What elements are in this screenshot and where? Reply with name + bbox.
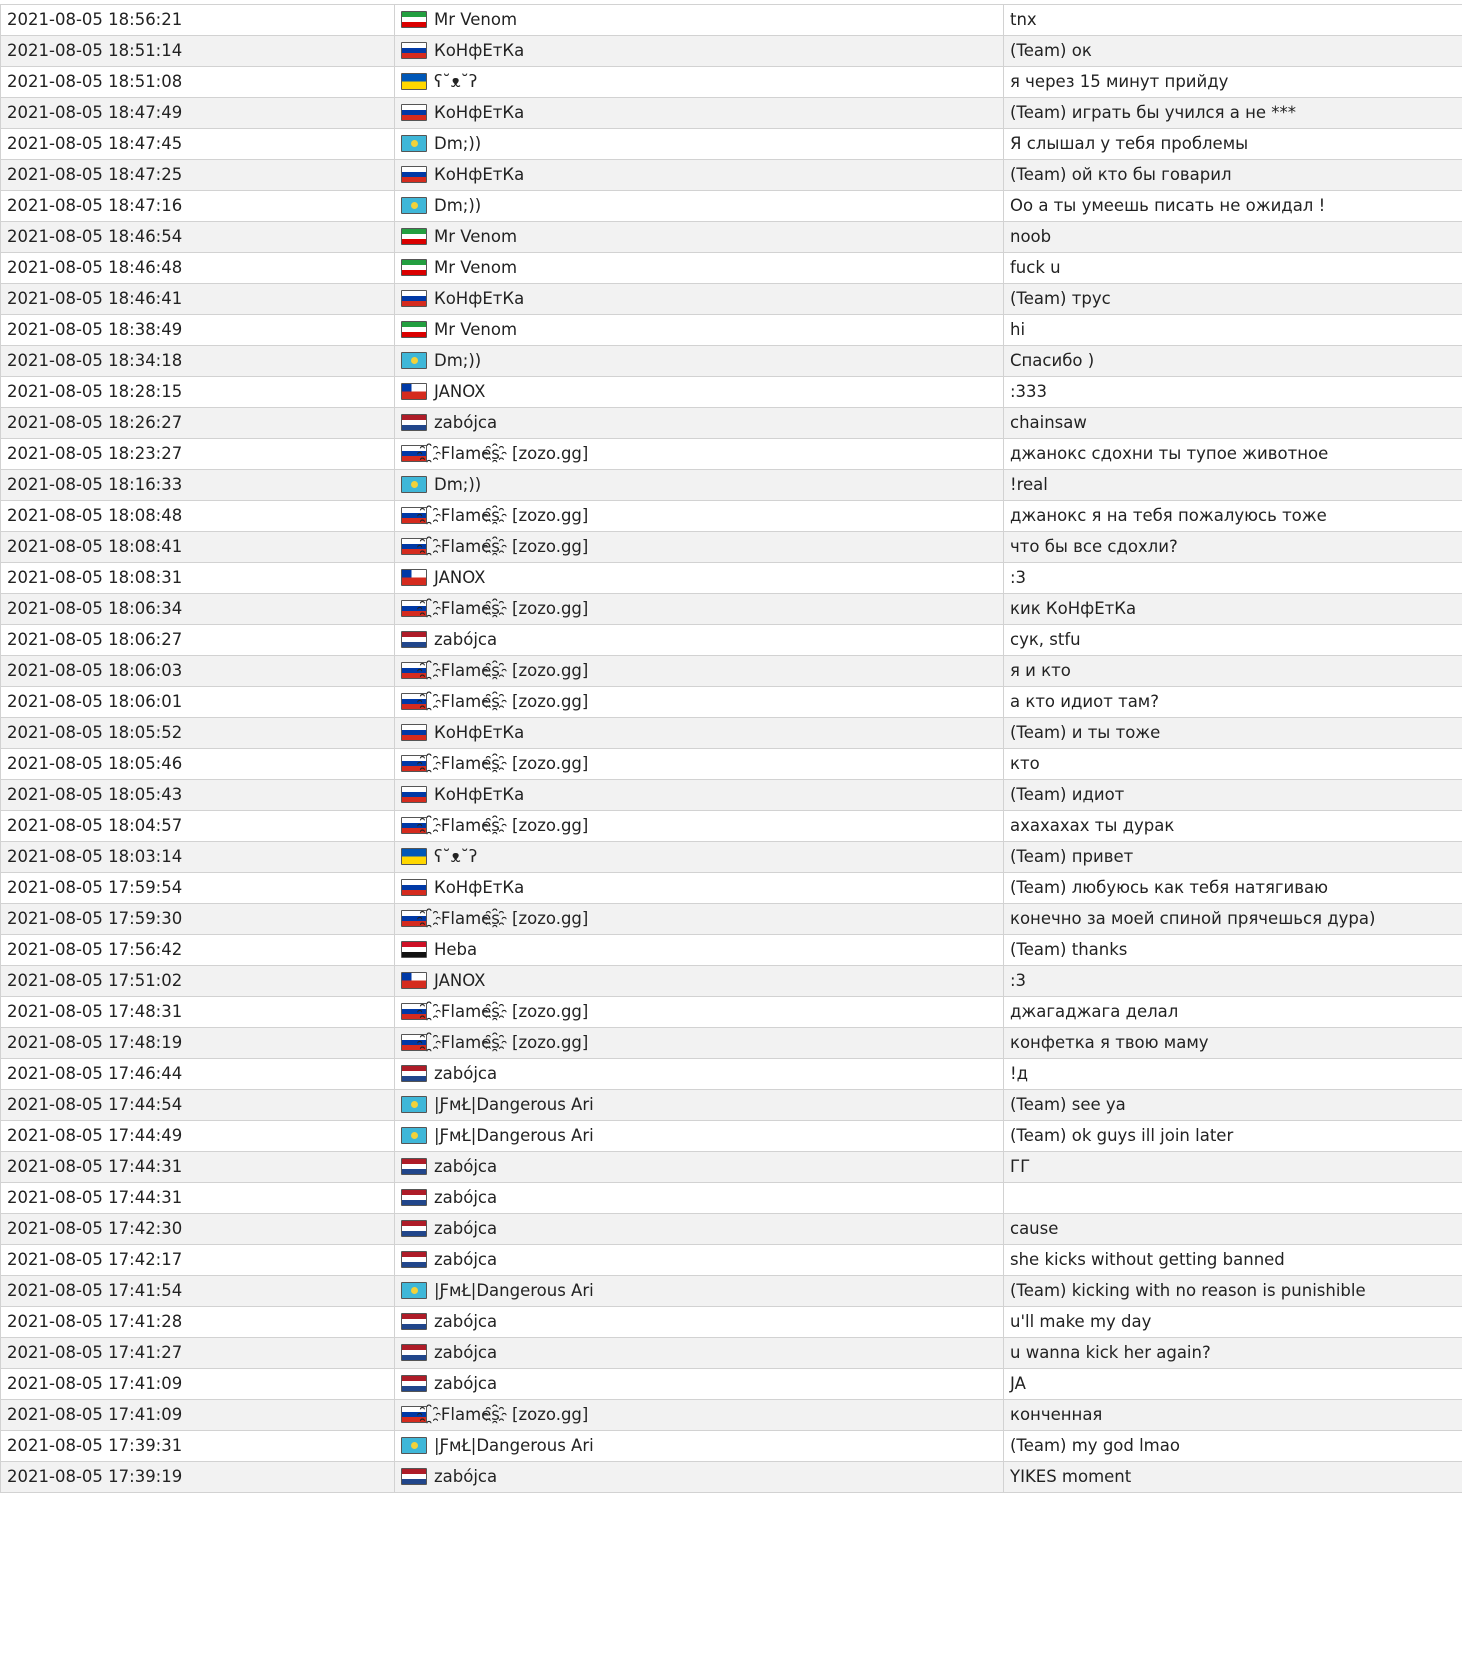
chat-message: конечно за моей спиной прячешься дура) <box>1004 904 1462 935</box>
chat-row <box>1 532 1462 563</box>
player-name: zabójca <box>434 1064 498 1083</box>
netherlands-flag-icon <box>401 1220 427 1237</box>
player-cell <box>395 5 1004 36</box>
message-timestamp: 2021-08-05 17:39:31 <box>1 1431 395 1462</box>
chat-row <box>1 997 1462 1028</box>
russia-flag-icon <box>401 817 427 834</box>
chat-message: :3 <box>1004 563 1462 594</box>
message-timestamp: 2021-08-05 18:05:46 <box>1 749 395 780</box>
player-cell <box>395 1276 1004 1307</box>
player-name: ҈Flames҈ [zozo.gg] <box>434 1033 589 1052</box>
player-name: zabójca <box>434 1374 498 1393</box>
message-timestamp: 2021-08-05 18:05:43 <box>1 780 395 811</box>
message-timestamp: 2021-08-05 17:59:30 <box>1 904 395 935</box>
chat-message: (Team) любуюсь как тебя натягиваю <box>1004 873 1462 904</box>
player-cell <box>395 749 1004 780</box>
player-cell <box>395 1338 1004 1369</box>
chat-row <box>1 1121 1462 1152</box>
player-cell <box>395 687 1004 718</box>
chat-message: конфетка я твою маму <box>1004 1028 1462 1059</box>
chat-message: (Team) thanks <box>1004 935 1462 966</box>
chat-message: ахахахах ты дурак <box>1004 811 1462 842</box>
player-cell <box>395 842 1004 873</box>
chat-row <box>1 1431 1462 1462</box>
player-name: zabójca <box>434 1312 498 1331</box>
chat-row <box>1 439 1462 470</box>
chat-message: :333 <box>1004 377 1462 408</box>
player-cell <box>395 625 1004 656</box>
russia-flag-icon <box>401 693 427 710</box>
chat-row <box>1 346 1462 377</box>
chat-row <box>1 408 1462 439</box>
message-timestamp: 2021-08-05 18:05:52 <box>1 718 395 749</box>
chat-message: u'll make my day <box>1004 1307 1462 1338</box>
player-name: Mr Venom <box>434 10 518 29</box>
chat-message: (Team) и ты тоже <box>1004 718 1462 749</box>
chat-row <box>1 1338 1462 1369</box>
chat-row <box>1 656 1462 687</box>
player-cell <box>395 811 1004 842</box>
player-cell <box>395 780 1004 811</box>
kazakhstan-flag-icon <box>401 1096 427 1113</box>
player-name: ҈Flames҈ [zozo.gg] <box>434 1405 589 1424</box>
player-name: |ƑмŁ|Dangerous Ari <box>434 1281 594 1300</box>
chat-message: :3 <box>1004 966 1462 997</box>
player-name: Dm;)) <box>434 351 482 370</box>
russia-flag-icon <box>401 1034 427 1051</box>
player-cell <box>395 346 1004 377</box>
kazakhstan-flag-icon <box>401 1437 427 1454</box>
message-timestamp: 2021-08-05 18:47:16 <box>1 191 395 222</box>
player-cell <box>395 997 1004 1028</box>
kazakhstan-flag-icon <box>401 135 427 152</box>
netherlands-flag-icon <box>401 631 427 648</box>
player-name: ҈Flames҈ [zozo.gg] <box>434 692 589 711</box>
player-name: ҈Flames҈ [zozo.gg] <box>434 754 589 773</box>
player-cell <box>395 563 1004 594</box>
player-cell <box>395 1245 1004 1276</box>
player-name: zabójca <box>434 630 498 649</box>
chat-row <box>1 1400 1462 1431</box>
message-timestamp: 2021-08-05 18:03:14 <box>1 842 395 873</box>
chat-row <box>1 1276 1462 1307</box>
chat-row <box>1 842 1462 873</box>
player-cell <box>395 718 1004 749</box>
chat-message: я через 15 минут прийду <box>1004 67 1462 98</box>
chat-row <box>1 1214 1462 1245</box>
netherlands-flag-icon <box>401 1344 427 1361</box>
message-timestamp: 2021-08-05 18:06:03 <box>1 656 395 687</box>
player-name: |ƑмŁ|Dangerous Ari <box>434 1095 594 1114</box>
player-cell <box>395 1028 1004 1059</box>
player-name: ҈Flames҈ [zozo.gg] <box>434 816 589 835</box>
russia-flag-icon <box>401 538 427 555</box>
player-cell <box>395 1431 1004 1462</box>
netherlands-flag-icon <box>401 1251 427 1268</box>
russia-flag-icon <box>401 445 427 462</box>
chat-row <box>1 222 1462 253</box>
chat-row <box>1 1307 1462 1338</box>
message-timestamp: 2021-08-05 18:56:21 <box>1 5 395 36</box>
chat-row <box>1 935 1462 966</box>
iran-flag-icon <box>401 259 427 276</box>
chat-row <box>1 718 1462 749</box>
russia-flag-icon <box>401 600 427 617</box>
chat-message: я и кто <box>1004 656 1462 687</box>
chat-message: hi <box>1004 315 1462 346</box>
player-name: ҈Flames҈ [zozo.gg] <box>434 506 589 525</box>
player-name: Mr Venom <box>434 227 518 246</box>
message-timestamp: 2021-08-05 18:23:27 <box>1 439 395 470</box>
player-cell <box>395 1152 1004 1183</box>
chat-row <box>1 1245 1462 1276</box>
netherlands-flag-icon <box>401 1065 427 1082</box>
ukraine-flag-icon <box>401 848 427 865</box>
player-cell <box>395 1307 1004 1338</box>
player-cell <box>395 315 1004 346</box>
player-name: Dm;)) <box>434 134 482 153</box>
chat-message: (Team) my god lmao <box>1004 1431 1462 1462</box>
player-cell <box>395 160 1004 191</box>
chat-row <box>1 5 1462 36</box>
chat-log-table <box>0 4 1462 1493</box>
player-cell <box>395 873 1004 904</box>
kazakhstan-flag-icon <box>401 197 427 214</box>
player-name: ҈Flames҈ [zozo.gg] <box>434 909 589 928</box>
russia-flag-icon <box>401 786 427 803</box>
player-cell <box>395 1462 1004 1493</box>
message-timestamp: 2021-08-05 18:46:48 <box>1 253 395 284</box>
player-name: zabójca <box>434 1467 498 1486</box>
player-name: ҈Flames҈ [zozo.gg] <box>434 661 589 680</box>
chat-row <box>1 1369 1462 1400</box>
message-timestamp: 2021-08-05 18:47:49 <box>1 98 395 129</box>
iran-flag-icon <box>401 11 427 28</box>
player-name: КоНфЕтКа <box>434 103 525 122</box>
player-cell <box>395 191 1004 222</box>
chat-message: JA <box>1004 1369 1462 1400</box>
player-name: Mr Venom <box>434 320 518 339</box>
player-name: ҈Flames҈ [zozo.gg] <box>434 599 589 618</box>
player-name: КоНфЕтКа <box>434 41 525 60</box>
player-cell <box>395 284 1004 315</box>
message-timestamp: 2021-08-05 17:41:27 <box>1 1338 395 1369</box>
message-timestamp: 2021-08-05 18:51:08 <box>1 67 395 98</box>
message-timestamp: 2021-08-05 17:56:42 <box>1 935 395 966</box>
player-cell <box>395 129 1004 160</box>
message-timestamp: 2021-08-05 17:41:09 <box>1 1400 395 1431</box>
russia-flag-icon <box>401 1406 427 1423</box>
chat-message: (Team) ой кто бы говарил <box>1004 160 1462 191</box>
chat-row <box>1 98 1462 129</box>
chile-flag-icon <box>401 972 427 989</box>
player-cell <box>395 1214 1004 1245</box>
chat-message: (Team) идиот <box>1004 780 1462 811</box>
chat-message: (Team) трус <box>1004 284 1462 315</box>
player-cell <box>395 1059 1004 1090</box>
player-name: ʕ˘ᴥ˘ʔ <box>434 847 478 866</box>
message-timestamp: 2021-08-05 18:08:41 <box>1 532 395 563</box>
chat-message: сук, stfu <box>1004 625 1462 656</box>
message-timestamp: 2021-08-05 18:06:27 <box>1 625 395 656</box>
chat-message: кто <box>1004 749 1462 780</box>
chat-message: !д <box>1004 1059 1462 1090</box>
player-name: Mr Venom <box>434 258 518 277</box>
chat-row <box>1 904 1462 935</box>
chat-row <box>1 129 1462 160</box>
chat-message: fuck u <box>1004 253 1462 284</box>
chat-row <box>1 470 1462 501</box>
chile-flag-icon <box>401 383 427 400</box>
chat-message: (Team) kicking with no reason is punishible <box>1004 1276 1462 1307</box>
message-timestamp: 2021-08-05 17:48:19 <box>1 1028 395 1059</box>
player-cell <box>395 935 1004 966</box>
player-cell <box>395 439 1004 470</box>
iran-flag-icon <box>401 321 427 338</box>
player-cell <box>395 470 1004 501</box>
chat-row <box>1 563 1462 594</box>
player-cell <box>395 1369 1004 1400</box>
russia-flag-icon <box>401 879 427 896</box>
netherlands-flag-icon <box>401 1158 427 1175</box>
egypt-flag-icon <box>401 941 427 958</box>
message-timestamp: 2021-08-05 18:16:33 <box>1 470 395 501</box>
player-cell <box>395 594 1004 625</box>
message-timestamp: 2021-08-05 17:41:28 <box>1 1307 395 1338</box>
kazakhstan-flag-icon <box>401 476 427 493</box>
player-name: КоНфЕтКа <box>434 165 525 184</box>
russia-flag-icon <box>401 166 427 183</box>
message-timestamp: 2021-08-05 18:06:34 <box>1 594 395 625</box>
chat-message: Я слышал у тебя проблемы <box>1004 129 1462 160</box>
chat-message: noob <box>1004 222 1462 253</box>
netherlands-flag-icon <box>401 1468 427 1485</box>
chat-row <box>1 873 1462 904</box>
chat-message: Спасибо ) <box>1004 346 1462 377</box>
player-cell <box>395 532 1004 563</box>
message-timestamp: 2021-08-05 17:44:31 <box>1 1183 395 1214</box>
russia-flag-icon <box>401 910 427 927</box>
message-timestamp: 2021-08-05 17:39:19 <box>1 1462 395 1493</box>
message-timestamp: 2021-08-05 18:34:18 <box>1 346 395 377</box>
chat-row <box>1 811 1462 842</box>
player-name: JANOX <box>434 382 486 401</box>
russia-flag-icon <box>401 42 427 59</box>
chat-message: (Team) ok guys ill join later <box>1004 1121 1462 1152</box>
chat-row <box>1 1152 1462 1183</box>
player-name: ʕ˘ᴥ˘ʔ <box>434 72 478 91</box>
player-name: Dm;)) <box>434 196 482 215</box>
chat-message: кик КоНфЕтКа <box>1004 594 1462 625</box>
player-cell <box>395 966 1004 997</box>
netherlands-flag-icon <box>401 1375 427 1392</box>
chat-row <box>1 1059 1462 1090</box>
chat-message: YIKES moment <box>1004 1462 1462 1493</box>
netherlands-flag-icon <box>401 1189 427 1206</box>
player-name: zabójca <box>434 413 498 432</box>
chat-message: ГГ <box>1004 1152 1462 1183</box>
russia-flag-icon <box>401 1003 427 1020</box>
chat-message: что бы все сдохли? <box>1004 532 1462 563</box>
player-name: КоНфЕтКа <box>434 785 525 804</box>
chat-row <box>1 377 1462 408</box>
player-name: ҈Flames҈ [zozo.gg] <box>434 1002 589 1021</box>
russia-flag-icon <box>401 662 427 679</box>
message-timestamp: 2021-08-05 18:47:45 <box>1 129 395 160</box>
russia-flag-icon <box>401 724 427 741</box>
kazakhstan-flag-icon <box>401 1282 427 1299</box>
player-name: Heba <box>434 940 478 959</box>
message-timestamp: 2021-08-05 17:44:49 <box>1 1121 395 1152</box>
message-timestamp: 2021-08-05 17:59:54 <box>1 873 395 904</box>
player-cell <box>395 904 1004 935</box>
player-name: ҈Flames҈ [zozo.gg] <box>434 537 589 556</box>
russia-flag-icon <box>401 104 427 121</box>
player-cell <box>395 408 1004 439</box>
chat-row <box>1 67 1462 98</box>
netherlands-flag-icon <box>401 1313 427 1330</box>
chat-row <box>1 749 1462 780</box>
message-timestamp: 2021-08-05 17:42:17 <box>1 1245 395 1276</box>
chile-flag-icon <box>401 569 427 586</box>
chat-message: (Team) привет <box>1004 842 1462 873</box>
player-name: zabójca <box>434 1250 498 1269</box>
message-timestamp: 2021-08-05 18:46:54 <box>1 222 395 253</box>
chat-message: конченная <box>1004 1400 1462 1431</box>
message-timestamp: 2021-08-05 17:41:54 <box>1 1276 395 1307</box>
player-cell <box>395 67 1004 98</box>
message-timestamp: 2021-08-05 18:04:57 <box>1 811 395 842</box>
player-name: КоНфЕтКа <box>434 723 525 742</box>
player-name: JANOX <box>434 971 486 990</box>
chat-row <box>1 315 1462 346</box>
chat-message: u wanna kick her again? <box>1004 1338 1462 1369</box>
chat-message: cause <box>1004 1214 1462 1245</box>
player-cell <box>395 36 1004 67</box>
chat-message: (Team) see ya <box>1004 1090 1462 1121</box>
player-cell <box>395 253 1004 284</box>
chat-message: chainsaw <box>1004 408 1462 439</box>
message-timestamp: 2021-08-05 17:44:31 <box>1 1152 395 1183</box>
player-name: КоНфЕтКа <box>434 289 525 308</box>
player-name: ҈Flames҈ [zozo.gg] <box>434 444 589 463</box>
chat-message: !real <box>1004 470 1462 501</box>
player-name: КоНфЕтКа <box>434 878 525 897</box>
player-name: JANOX <box>434 568 486 587</box>
chat-row <box>1 284 1462 315</box>
player-name: zabójca <box>434 1188 498 1207</box>
chat-message: (Team) играть бы учился а не *** <box>1004 98 1462 129</box>
message-timestamp: 2021-08-05 18:08:31 <box>1 563 395 594</box>
message-timestamp: 2021-08-05 17:48:31 <box>1 997 395 1028</box>
netherlands-flag-icon <box>401 414 427 431</box>
message-timestamp: 2021-08-05 18:38:49 <box>1 315 395 346</box>
chat-message: джанокс я на тебя пожалуюсь тоже <box>1004 501 1462 532</box>
chat-message: (Team) ок <box>1004 36 1462 67</box>
player-cell <box>395 1121 1004 1152</box>
chat-row <box>1 160 1462 191</box>
chat-row <box>1 966 1462 997</box>
player-cell <box>395 501 1004 532</box>
chat-message <box>1004 1183 1462 1214</box>
chat-row <box>1 1028 1462 1059</box>
message-timestamp: 2021-08-05 17:42:30 <box>1 1214 395 1245</box>
player-name: zabójca <box>434 1343 498 1362</box>
message-timestamp: 2021-08-05 17:41:09 <box>1 1369 395 1400</box>
message-timestamp: 2021-08-05 17:51:02 <box>1 966 395 997</box>
player-name: |ƑмŁ|Dangerous Ari <box>434 1126 594 1145</box>
chat-row <box>1 36 1462 67</box>
russia-flag-icon <box>401 290 427 307</box>
player-cell <box>395 656 1004 687</box>
chat-message: джагаджага делал <box>1004 997 1462 1028</box>
player-cell <box>395 1400 1004 1431</box>
player-cell <box>395 377 1004 408</box>
chat-row <box>1 594 1462 625</box>
kazakhstan-flag-icon <box>401 352 427 369</box>
chat-row <box>1 1090 1462 1121</box>
kazakhstan-flag-icon <box>401 1127 427 1144</box>
message-timestamp: 2021-08-05 18:51:14 <box>1 36 395 67</box>
player-name: zabójca <box>434 1157 498 1176</box>
message-timestamp: 2021-08-05 18:06:01 <box>1 687 395 718</box>
player-name: |ƑмŁ|Dangerous Ari <box>434 1436 594 1455</box>
russia-flag-icon <box>401 755 427 772</box>
player-cell <box>395 222 1004 253</box>
ukraine-flag-icon <box>401 73 427 90</box>
chat-row <box>1 625 1462 656</box>
chat-row <box>1 253 1462 284</box>
chat-message: tnx <box>1004 5 1462 36</box>
chat-row <box>1 501 1462 532</box>
chat-row <box>1 1462 1462 1493</box>
chat-message: she kicks without getting banned <box>1004 1245 1462 1276</box>
player-cell <box>395 1183 1004 1214</box>
chat-row <box>1 780 1462 811</box>
player-name: Dm;)) <box>434 475 482 494</box>
message-timestamp: 2021-08-05 18:47:25 <box>1 160 395 191</box>
message-timestamp: 2021-08-05 18:26:27 <box>1 408 395 439</box>
chat-message: джанокс сдохни ты тупое животное <box>1004 439 1462 470</box>
chat-log-body <box>1 5 1462 1493</box>
message-timestamp: 2021-08-05 18:28:15 <box>1 377 395 408</box>
iran-flag-icon <box>401 228 427 245</box>
chat-row <box>1 191 1462 222</box>
message-timestamp: 2021-08-05 18:08:48 <box>1 501 395 532</box>
player-cell <box>395 1090 1004 1121</box>
player-cell <box>395 98 1004 129</box>
russia-flag-icon <box>401 507 427 524</box>
player-name: zabójca <box>434 1219 498 1238</box>
message-timestamp: 2021-08-05 17:44:54 <box>1 1090 395 1121</box>
message-timestamp: 2021-08-05 17:46:44 <box>1 1059 395 1090</box>
chat-message: Оо а ты умеешь писать не ожидал ! <box>1004 191 1462 222</box>
chat-row <box>1 687 1462 718</box>
chat-row <box>1 1183 1462 1214</box>
chat-message: а кто идиот там? <box>1004 687 1462 718</box>
message-timestamp: 2021-08-05 18:46:41 <box>1 284 395 315</box>
